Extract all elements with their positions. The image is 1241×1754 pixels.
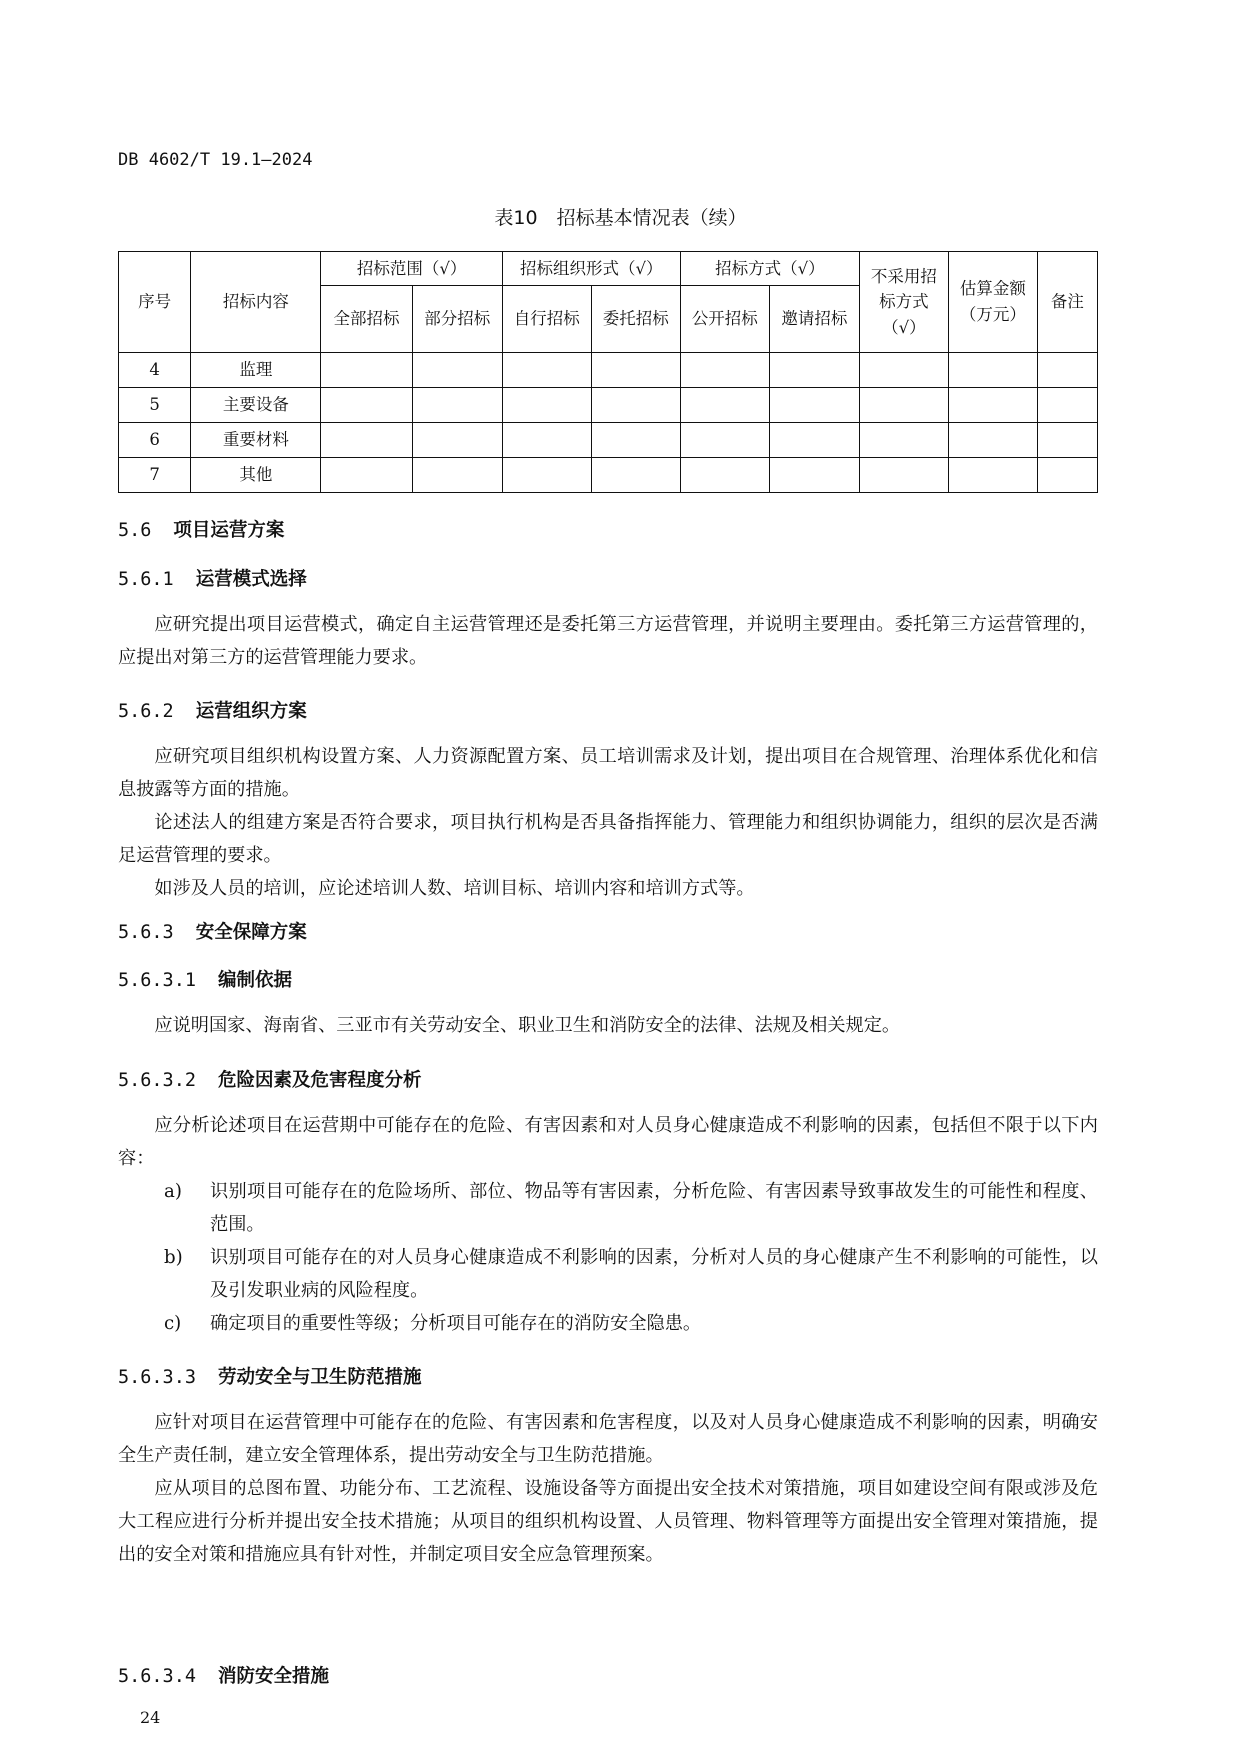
subheader-self: 自行招标 (502, 286, 591, 353)
heading-title: 危险因素及危害程度分析 (217, 1070, 422, 1091)
table-row (119, 458, 1098, 493)
heading-5-6-3 (118, 918, 307, 944)
subheader-open: 公开招标 (680, 286, 769, 353)
document-id: DB 4602/T 19.1—2024 (118, 150, 313, 170)
paragraph: 应说明国家、海南省、三亚市有关劳动安全、职业卫生和消防安全的法律、法规及相关规定。 (154, 1015, 901, 1036)
heading-number: 5.6.3.2 (118, 1070, 196, 1091)
list-text: 确定项目的重要性等级；分析项目可能存在的消防安全隐患。 (210, 1313, 702, 1334)
table-row (119, 388, 1098, 423)
header-seq: 序号 (119, 252, 191, 353)
heading-title: 消防安全措施 (217, 1666, 329, 1687)
header-method: 招标方式（√） (680, 252, 859, 286)
paragraph: 应分析论述项目在运营期中可能存在的危险、有害因素和对人员身心健康造成不利影响的因素，包括但不限于以下内容： (118, 1115, 1098, 1169)
table-header-row (119, 252, 1098, 286)
header-org-form: 招标组织形式（√） (502, 252, 680, 286)
heading-5-6-2 (118, 697, 307, 723)
row-seq: 7 (119, 458, 191, 493)
page-number: 24 (140, 1708, 161, 1727)
row-content: 重要材料 (191, 423, 321, 458)
table-title: 表10 招标基本情况表（续） (494, 207, 747, 229)
row-seq: 4 (119, 353, 191, 388)
header-no-tender: 不采用招标方式（√） (859, 252, 948, 353)
table-row (119, 353, 1098, 388)
subheader-full: 全部招标 (321, 286, 412, 353)
header-scope: 招标范围（√） (321, 252, 502, 286)
tender-table (118, 251, 1098, 493)
heading-5-6-3-3 (118, 1363, 421, 1389)
heading-number: 5.6 (118, 520, 152, 541)
heading-title: 运营组织方案 (195, 701, 307, 722)
row-content: 其他 (191, 458, 321, 493)
subheader-invite: 邀请招标 (769, 286, 859, 353)
heading-number: 5.6.3.4 (118, 1666, 196, 1687)
heading-title: 项目运营方案 (173, 520, 285, 541)
heading-title: 编制依据 (217, 970, 292, 991)
paragraph: 应针对项目在运营管理中可能存在的危险、有害因素和危害程度，以及对人员身心健康造成不利影响的因素，明确安全生产责任制，建立安全管理体系，提出劳动安全与卫生防范措施。 (118, 1412, 1098, 1466)
row-seq: 6 (119, 423, 191, 458)
list-marker: c) (164, 1313, 182, 1334)
heading-5-6-3-1 (118, 966, 292, 992)
list-marker: b) (164, 1247, 183, 1268)
row-seq: 5 (119, 388, 191, 423)
list-text: 识别项目可能存在的危险场所、部位、物品等有害因素，分析危险、有害因素导致事故发生的可能性和程度、范围。 (210, 1181, 1098, 1235)
list-marker: a) (164, 1181, 182, 1202)
heading-title: 劳动安全与卫生防范措施 (217, 1367, 422, 1388)
list-text: 识别项目可能存在的对人员身心健康造成不利影响的因素，分析对人员的身心健康产生不利影响的可能性，以及引发职业病的风险程度。 (210, 1247, 1098, 1301)
paragraph: 如涉及人员的培训，应论述培训人数、培训目标、培训内容和培训方式等。 (154, 878, 755, 899)
heading-5-6-3-2 (118, 1066, 421, 1092)
heading-5-6-3-4 (118, 1662, 329, 1688)
heading-title: 运营模式选择 (195, 569, 307, 590)
heading-number: 5.6.1 (118, 569, 174, 590)
subheader-partial: 部分招标 (412, 286, 502, 353)
heading-number: 5.6.3 (118, 922, 174, 943)
header-estimate: 估算金额（万元） (948, 252, 1037, 353)
row-content: 主要设备 (191, 388, 321, 423)
heading-title: 安全保障方案 (195, 922, 307, 943)
paragraph: 应从项目的总图布置、功能分布、工艺流程、设施设备等方面提出安全技术对策措施，项目如建设空间有限或涉及危大工程应进行分析并提出安全技术措施；从项目的组织机构设置、人员管理、物料管理等方面提出安全管理对策措施，提出的安全对策和措施应具有针对性，并制定项目安全应急管理预案。 (118, 1478, 1098, 1565)
list-item (118, 1241, 1098, 1307)
list-item (118, 1175, 1098, 1241)
heading-number: 5.6.2 (118, 701, 174, 722)
heading-5-6-1 (118, 565, 307, 591)
paragraph: 论述法人的组建方案是否符合要求，项目执行机构是否具备指挥能力、管理能力和组织协调能力，组织的层次是否满足运营管理的要求。 (118, 812, 1098, 866)
heading-number: 5.6.3.1 (118, 970, 196, 991)
paragraph: 应研究提出项目运营模式，确定自主运营管理还是委托第三方运营管理，并说明主要理由。委托第三方运营管理的，应提出对第三方的运营管理能力要求。 (118, 614, 1098, 668)
heading-5-6 (118, 516, 284, 542)
paragraph: 应研究项目组织机构设置方案、人力资源配置方案、员工培训需求及计划，提出项目在合规管理、治理体系优化和信息披露等方面的措施。 (118, 746, 1098, 800)
table-row (119, 423, 1098, 458)
list-item (118, 1307, 1098, 1340)
header-remark: 备注 (1037, 252, 1097, 353)
row-content: 监理 (191, 353, 321, 388)
heading-number: 5.6.3.3 (118, 1367, 196, 1388)
subheader-entrust: 委托招标 (591, 286, 680, 353)
header-content: 招标内容 (191, 252, 321, 353)
